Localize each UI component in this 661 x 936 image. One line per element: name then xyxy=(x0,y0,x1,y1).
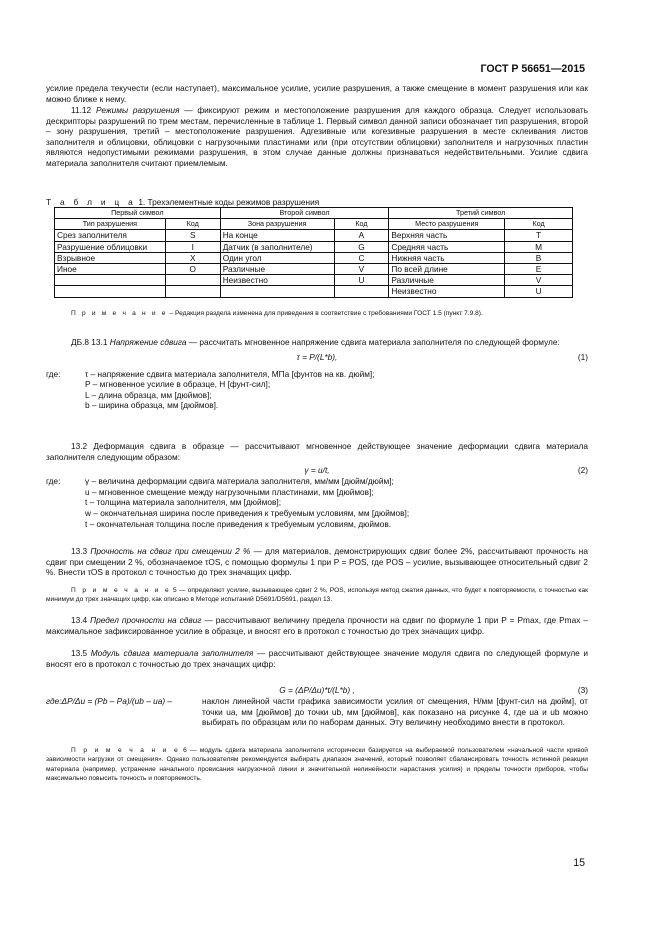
table-row xyxy=(55,252,573,263)
section-title: Режимы разрушения xyxy=(95,105,180,115)
note-edition xyxy=(46,309,588,318)
definitions-1 xyxy=(46,369,588,411)
definition-item: u – мгновенное смещение между нагрузочными пластинами, мм [дюймов]; xyxy=(85,486,374,497)
definitions-3 xyxy=(46,696,588,728)
equation-number: (3) xyxy=(577,685,588,696)
paragraph-13-3 xyxy=(46,546,588,578)
where-lhs: где:ΔP/Δu = (Pb – Pa)/(ub – ua) – xyxy=(46,696,173,707)
column-header: Место разрушения xyxy=(389,219,505,230)
table-cell: S xyxy=(165,230,220,241)
where-rhs: наклон линейной части графика зависимости усилия от смещения, Н/мм [фунт-сил на дюйм], от точки ua, мм [дюймов] до точки ub, мм [дюймов], как показано на рисунке 4, где ua и ub можно выбирать по образцам или по наборам данных. Эту величину необходимо внести в протокол. xyxy=(202,696,588,728)
note-5 xyxy=(46,586,588,605)
formula-2 xyxy=(46,464,588,476)
note-text: 5 — определяют усилие, вызывающее сдвиг 2 %, POS, используя метод сжатия данных, что будет к повторяемости, с точностью как минимум до трех значащих цифр, как описано в Методе испытаний D5691/D5691, раздел 13. xyxy=(46,587,589,604)
table-cell xyxy=(220,286,334,297)
table-cell: G xyxy=(334,241,389,252)
table-cell: Верхняя часть xyxy=(389,230,505,241)
note-text: – Редакция раздела изменена для приведения в соответствие с требованиями ГОСТ 1.5 (пункт 7.9.8). xyxy=(167,310,483,317)
table-cell: I xyxy=(165,241,220,252)
table-cell: X xyxy=(165,252,220,263)
page-header: ГОСТ Р 56651—2015 xyxy=(480,63,585,75)
table-title: 1. Трехэлементные коды режимов разрушения xyxy=(136,197,320,207)
table-label: Т а б л и ц а xyxy=(46,197,137,207)
table-cell: C xyxy=(334,252,389,263)
table-cell: V xyxy=(334,263,389,274)
table-row xyxy=(55,241,573,252)
section-title: Модуль сдвига материала заполнителя xyxy=(90,648,254,658)
where-label: где: xyxy=(46,368,61,379)
paragraph-13-1 xyxy=(46,337,588,348)
column-header: Код xyxy=(334,219,389,230)
equation-number: (2) xyxy=(577,465,588,476)
table-row xyxy=(55,263,573,274)
table-cell: U xyxy=(505,286,573,297)
formula-expression: γ = u/t, xyxy=(304,465,330,476)
table-cell: T xyxy=(505,230,573,241)
table-cell: E xyxy=(505,263,573,274)
section-number: 13.5 xyxy=(71,648,91,658)
section-title: Предел прочности на сдвиг xyxy=(90,615,202,625)
section-title: Напряжение сдвига xyxy=(109,337,187,347)
table-cell: Нижняя часть xyxy=(389,252,505,263)
section-text: — рассчитывают величину предела прочности на сдвиг по формуле 1 при P = Pmax, где Pmax – максимальное зафиксированное усилие в образце, и вносят его в протокол с точностью до трех значащих цифр. xyxy=(46,615,588,636)
section-number: 11.12 xyxy=(71,105,96,115)
formula-1 xyxy=(46,351,588,363)
note-label: П р и м е ч а н и е xyxy=(71,747,180,754)
definition-item: t – окончательная толщина после приведения к требуемым условиям, дюймов. xyxy=(85,518,392,529)
table-cell xyxy=(165,286,220,297)
definition-item: τ – напряжение сдвига материала заполнителя, МПа [фунтов на кв. дюйм]; xyxy=(85,368,375,379)
table-cell: Взрывное xyxy=(55,252,166,263)
definition-item: L – длина образца, мм [дюймов]; xyxy=(85,389,212,400)
failure-codes-table xyxy=(54,207,573,298)
section-number: 13.4 xyxy=(71,615,91,625)
table-cell: Один угол xyxy=(220,252,334,263)
table-cell: B xyxy=(505,252,573,263)
section-text: — фиксируют режим и местоположение разрушения для каждого образца. Следует использовать дескрипторы разрушений по трем местам, перечисленные в таблице 1. Первый символ данной записи обозначает тип разрушения, второй – зону разрушения, третий – местоположение разрушения. Адгезивные или когезивные разрушения в месте склеивания листов заполнителя и облицовки, облицовки с нагрузочными пластинами или (при отсутствии облицовки) заполнителя и нагрузочных пластин являются недопустимыми режимами разрушения, в этом случае данные должны признаваться недействительными. Усилие сдвига материала заполнителя считают приемлемым. xyxy=(46,105,588,168)
table-cell: Иное xyxy=(55,263,166,274)
definition-item: P – мгновенное усилие в образце, Н [фунт-сил]; xyxy=(85,379,271,390)
table-cell: Срез заполнителя xyxy=(55,230,166,241)
table-cell: Неизвестно xyxy=(389,286,505,297)
group-header: Третий символ xyxy=(389,208,573,219)
table-cell: A xyxy=(334,230,389,241)
table-row xyxy=(55,275,573,286)
table-cell: Неизвестно xyxy=(220,275,334,286)
table-cell xyxy=(55,286,166,297)
table-cell xyxy=(334,286,389,297)
table-cell: Разрушение облицовки xyxy=(55,241,166,252)
section-text: — рассчитать мгновенное напряжение сдвига материала заполнителя по следующей формуле: xyxy=(186,337,560,347)
note-text: 6 — модуль сдвига материала заполнителя исторически базируется на выбираемой пользователем «начальной части кривой зависимости нагрузки от смещения». Однако пользователям рекомендуется выбирать диапазон значений, который позволяет сбалансировать точность истинной реакции материала (например, устранение начального провисания нагрузочной линии и значительной нелинейности нарастания усилия) и пределы точности приборов, чтобы максимально повысить точность и повторяемость. xyxy=(46,747,588,782)
where-label: где: xyxy=(46,476,61,487)
section-text: — для материалов, демонстрирующих сдвиг более 2%, рассчитывают прочность на сдвиг при смещении 2 %, обозначаемое τOS, с помощью формулы 1 при P = POS, где POS – усилие, вызывающее относительный сдвиг 2 %. Внести τOS в протокол с точностью до трех значащих цифр. xyxy=(46,546,588,578)
table-cell: По всей длине xyxy=(389,263,505,274)
column-header: Код xyxy=(505,219,573,230)
table-row xyxy=(55,230,573,241)
table-cell xyxy=(55,275,166,286)
table-row xyxy=(55,286,573,297)
table-cell: M xyxy=(505,241,573,252)
table-cell xyxy=(165,275,220,286)
note-6 xyxy=(46,746,588,783)
definition-item: γ – величина деформации сдвига материала заполнителя, мм/мм [дюйм/дюйм]; xyxy=(85,476,394,487)
section-number: 13.3 xyxy=(71,546,91,556)
table-caption xyxy=(46,197,588,207)
group-header: Второй символ xyxy=(220,208,389,219)
paragraph-11-12 xyxy=(46,105,588,169)
table-cell: O xyxy=(165,263,220,274)
table-column-header-row xyxy=(55,219,573,230)
table-cell: Различные xyxy=(220,263,334,274)
column-header: Код xyxy=(165,219,220,230)
formula-expression: G = (ΔP/Δu)*t/(L*b) , xyxy=(279,685,355,696)
column-header: Зона разрушения xyxy=(220,219,334,230)
group-header: Первый символ xyxy=(55,208,221,219)
paragraph-13-5 xyxy=(46,648,588,669)
table-cell: Средняя часть xyxy=(389,241,505,252)
column-header: Тип разрушения xyxy=(55,219,166,230)
paragraph-13-4 xyxy=(46,615,588,636)
definition-item: b – ширина образца, мм [дюймов]. xyxy=(85,400,219,411)
paragraph-13-2: 13.2 Деформация сдвига в образце — рассчитывают мгновенное действующее значение деформации сдвига материала заполнителя следующим образом: xyxy=(46,441,588,462)
note-label: П р и м е ч а н и е xyxy=(71,310,168,317)
definition-item: w – окончательная ширина после приведения к требуемым условиям, мм [дюймов]; xyxy=(85,507,410,518)
page-number: 15 xyxy=(573,857,585,869)
table-cell: V xyxy=(505,275,573,286)
definition-item: t – толщина материала заполнителя, мм [дюймов]; xyxy=(85,497,281,508)
table-cell: На конце xyxy=(220,230,334,241)
equation-number: (1) xyxy=(577,351,588,362)
section-number: ДБ.8 13.1 xyxy=(71,337,110,347)
table-group-header-row xyxy=(55,208,573,219)
table-cell: U xyxy=(334,275,389,286)
note-label: П р и м е ч а н и е xyxy=(71,587,171,594)
table-cell: Различные xyxy=(389,275,505,286)
section-text: — рассчитывают действующее значение модуля сдвига по следующей формуле и вносят его в протокол с точностью до трех значащих цифр: xyxy=(46,648,588,669)
formula-3 xyxy=(46,684,588,696)
definitions-2 xyxy=(46,476,588,529)
formula-expression: τ = P/(L*b), xyxy=(296,351,338,362)
table-cell: Датчик (в заполнителе) xyxy=(220,241,334,252)
paragraph-continuation: усилие предела текучести (если наступает), максимальное усилие, усилие разрушения, а также смещение в момент разрушения или как можно ближе к нему. xyxy=(46,83,588,104)
section-title: Прочность на сдвиг при смещении 2 % xyxy=(90,546,251,556)
